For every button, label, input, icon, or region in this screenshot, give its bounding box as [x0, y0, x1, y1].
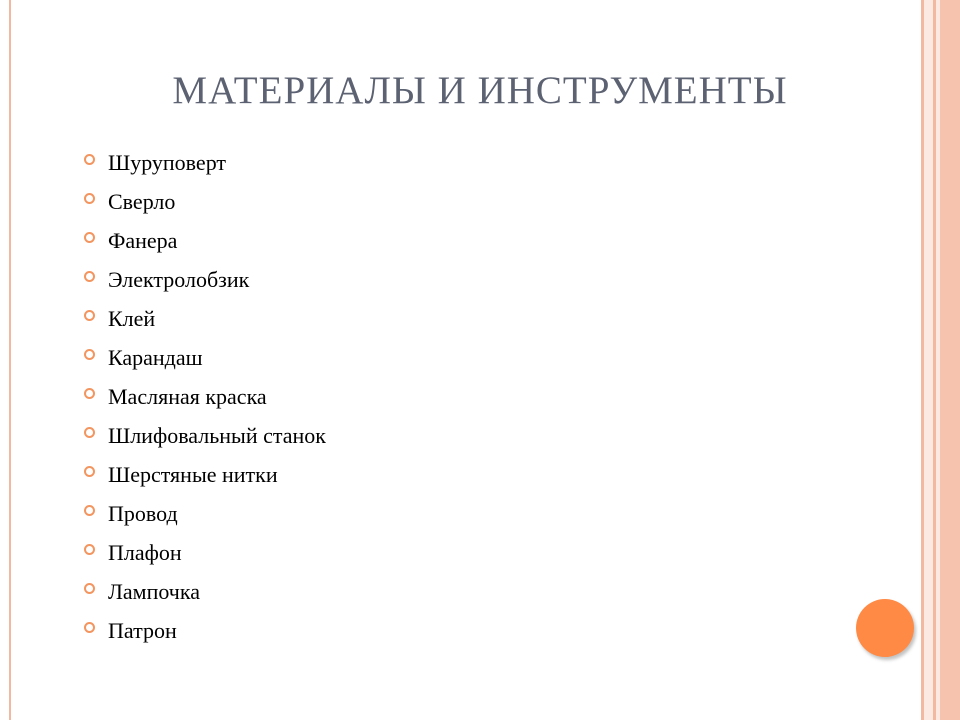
list-item [84, 182, 326, 221]
bullet-circle-icon [84, 427, 95, 438]
list-item [84, 377, 326, 416]
bullet-circle-icon [84, 544, 95, 555]
list-item-text: Шуруповерт [108, 149, 227, 175]
bullet-circle-icon [84, 583, 95, 594]
bullet-circle-icon [84, 505, 95, 516]
bullet-circle-icon [84, 622, 95, 633]
list-item-text: Шлифовальный станок [108, 422, 326, 448]
list-item-text: Карандаш [108, 344, 203, 370]
bullet-circle-icon [84, 193, 95, 204]
decorative-orange-circle [856, 599, 914, 657]
list-item-text: Сверло [108, 188, 176, 214]
list-item-text: Клей [108, 305, 156, 331]
list-item-text: Электролобзик [108, 266, 250, 292]
list-item-text: Патрон [108, 617, 177, 643]
list-item [84, 416, 326, 455]
list-item [84, 533, 326, 572]
bullet-circle-icon [84, 349, 95, 360]
list-item [84, 455, 326, 494]
slide-title: МАТЕРИАЛЫ И ИНСТРУМЕНТЫ [172, 69, 788, 112]
bullet-circle-icon [84, 232, 95, 243]
list-item [84, 611, 326, 650]
bullet-list [84, 143, 326, 650]
list-item-text: Масляная краска [108, 383, 267, 409]
list-item [84, 338, 326, 377]
list-item [84, 143, 326, 182]
list-item [84, 494, 326, 533]
list-item-text: Лампочка [108, 578, 200, 604]
bullet-circle-icon [84, 310, 95, 321]
list-item [84, 299, 326, 338]
list-item [84, 572, 326, 611]
list-item [84, 260, 326, 299]
list-item-text: Фанера [108, 227, 178, 253]
bullet-circle-icon [84, 271, 95, 282]
list-item-text: Плафон [108, 539, 182, 565]
list-item [84, 221, 326, 260]
bullet-circle-icon [84, 154, 95, 165]
bullet-circle-icon [84, 388, 95, 399]
list-item-text: Провод [108, 500, 178, 526]
bullet-circle-icon [84, 466, 95, 477]
list-item-text: Шерстяные нитки [108, 461, 278, 487]
